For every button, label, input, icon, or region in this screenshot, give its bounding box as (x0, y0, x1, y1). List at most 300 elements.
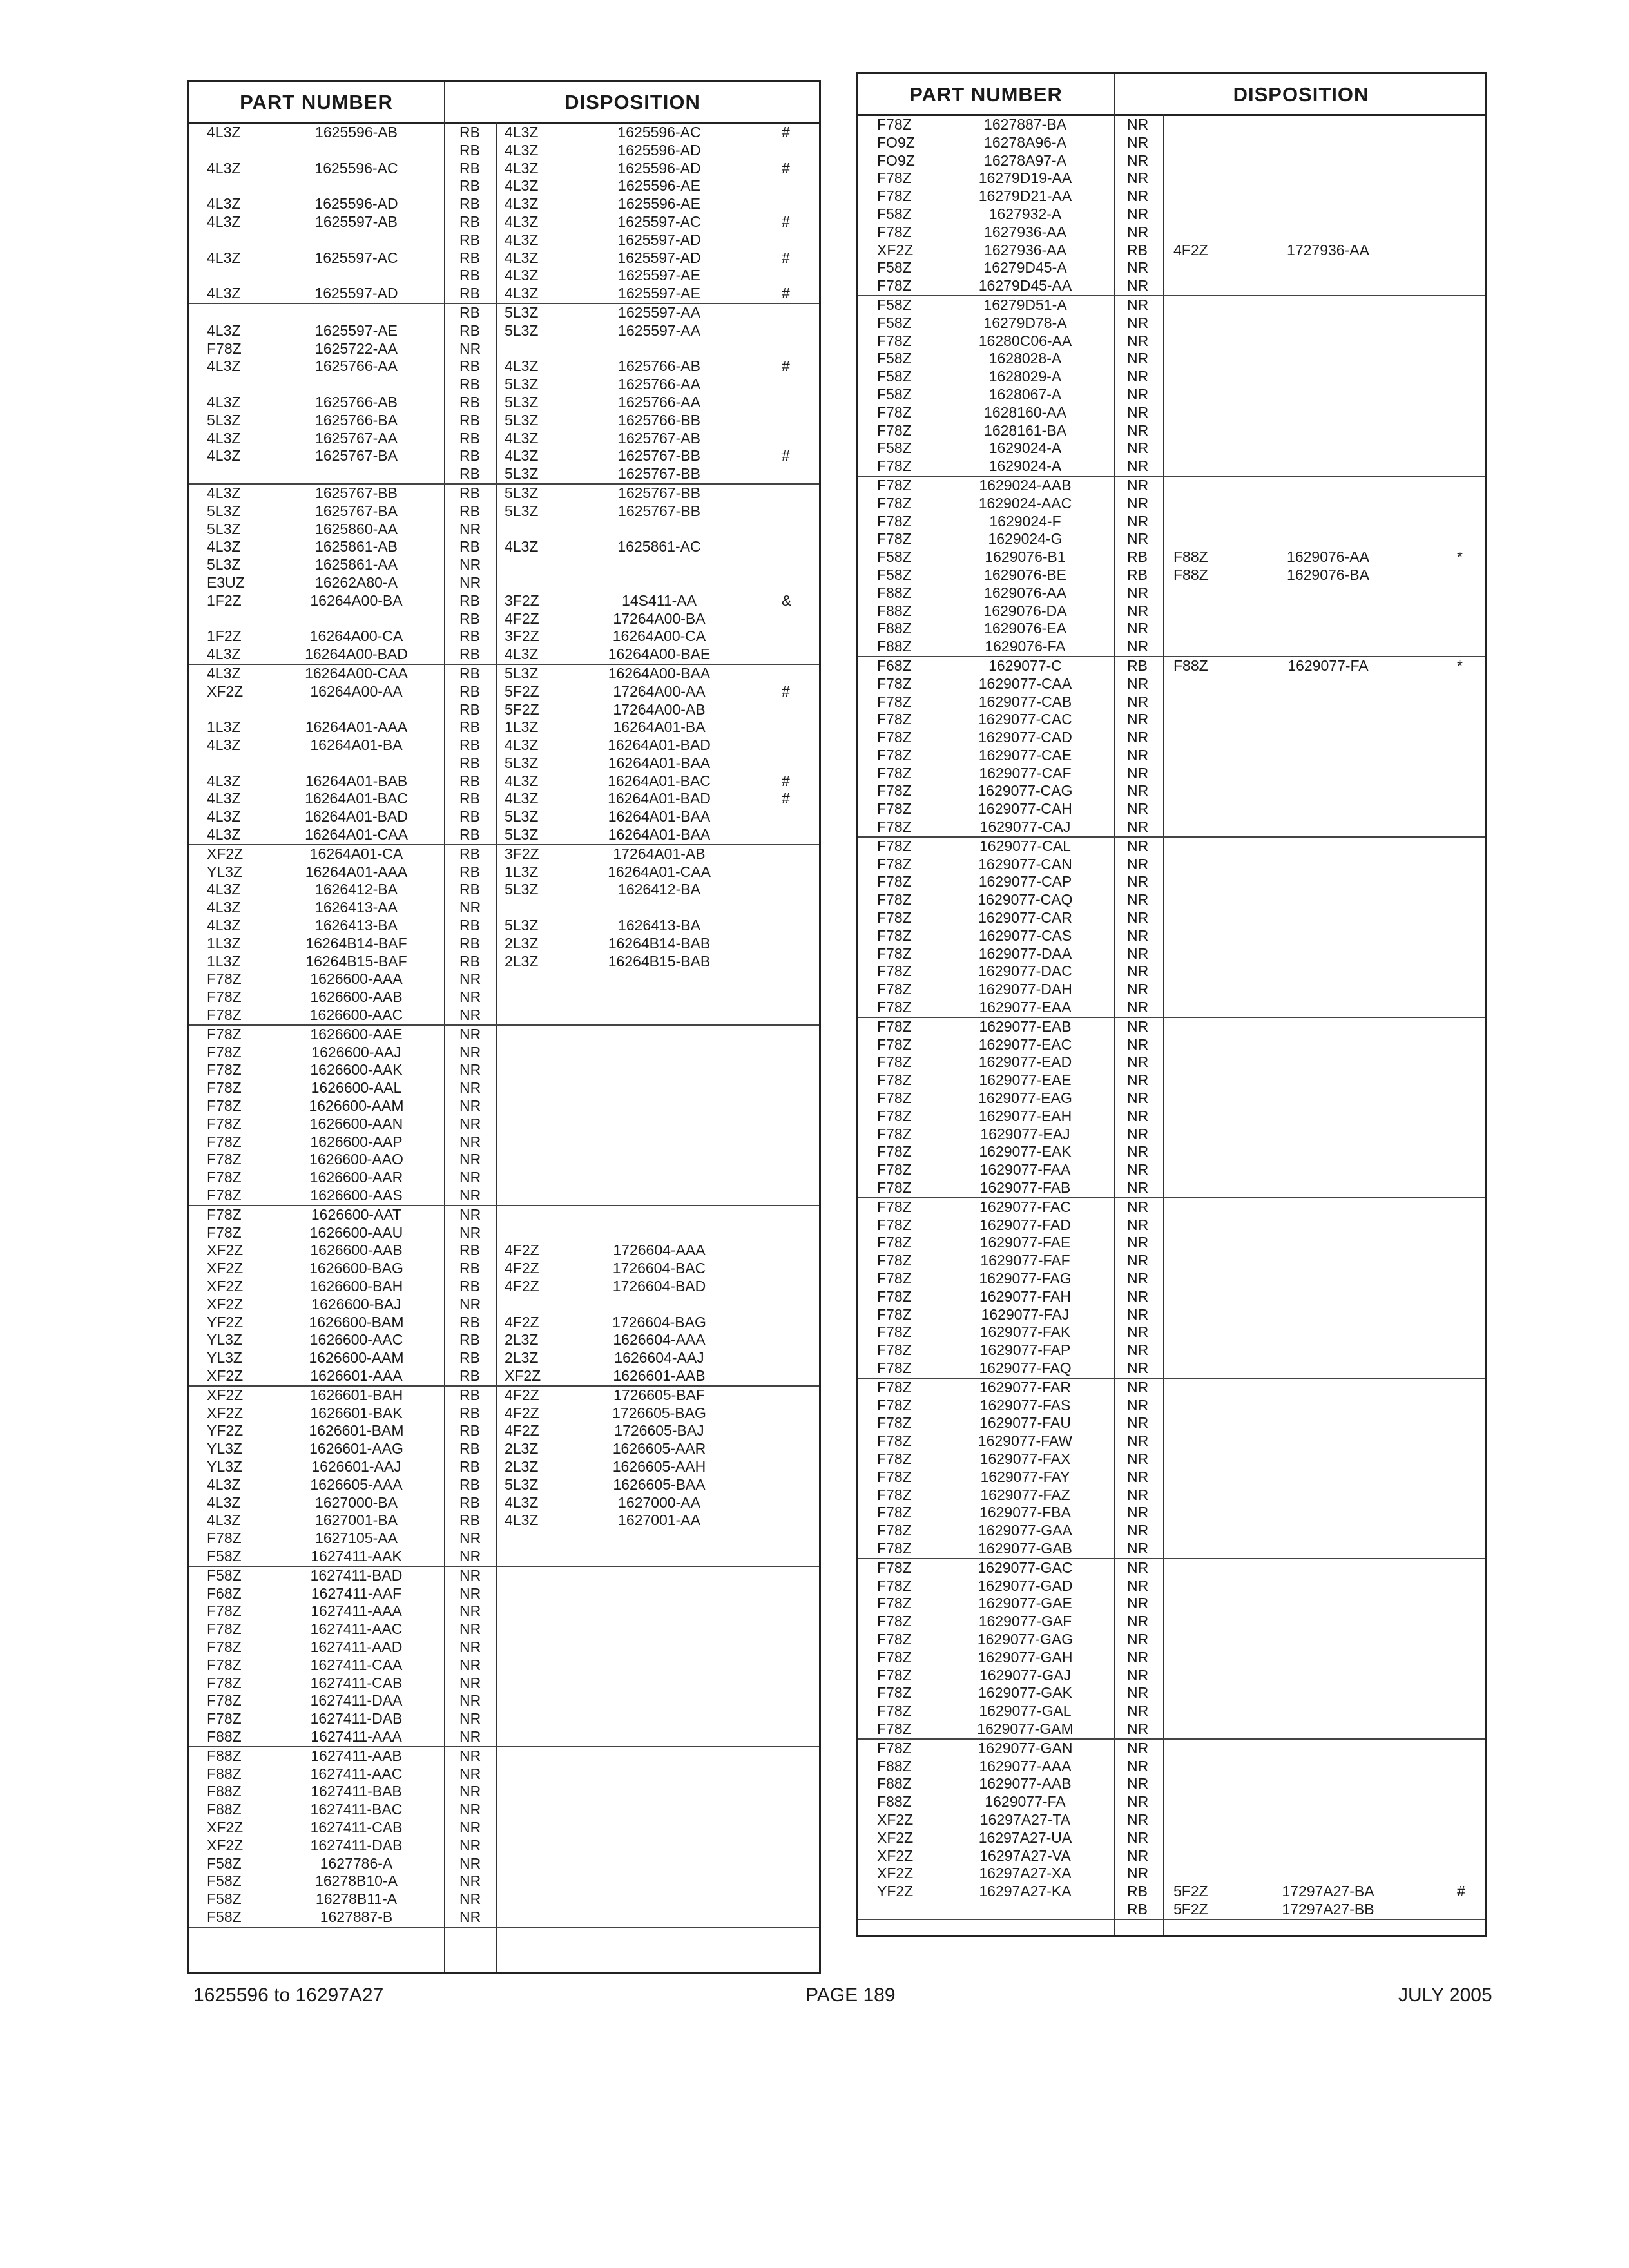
part-prefix: 4L3Z (207, 917, 241, 934)
table-row (189, 736, 819, 754)
part-number: 1629077-CAF (979, 764, 1072, 782)
disposition-code: NR (1127, 1053, 1149, 1071)
part-prefix: F78Z (877, 782, 912, 800)
part-number: 1629077-FAU (979, 1414, 1071, 1432)
part-prefix: F58Z (207, 1872, 242, 1890)
part-prefix: F78Z (877, 1522, 912, 1539)
disposition-code: NR (1127, 1630, 1149, 1648)
part-prefix: 4L3Z (207, 285, 241, 302)
part-prefix: XF2Z (877, 241, 914, 258)
table-row (189, 1044, 819, 1062)
part-number: 1627411-AAA (311, 1727, 402, 1745)
disposition-code: RB (459, 429, 480, 447)
row-group (858, 1198, 1485, 1379)
table-row (858, 1522, 1485, 1540)
table-row (858, 1234, 1485, 1252)
disposition-code: NR (1127, 1522, 1149, 1539)
disposition-code: RB (459, 502, 480, 519)
part-number: 16264A01-CA (309, 845, 403, 862)
part-number: 1629077-CAC (978, 711, 1072, 728)
replacement-number: 16264A00-CA (612, 628, 706, 645)
table-row (189, 1224, 819, 1242)
disposition-code: NR (459, 1872, 481, 1890)
part-number: 1629077-FAZ (980, 1486, 1070, 1503)
note-flag: # (1457, 1883, 1465, 1900)
replacement-prefix: 4F2Z (505, 1278, 539, 1294)
part-number: 1626600-AAM (309, 1097, 404, 1115)
table-row (858, 1684, 1485, 1702)
disposition-code: NR (1127, 296, 1149, 313)
replacement-number: 17297A27-BB (1282, 1900, 1374, 1917)
right-table (856, 72, 1487, 1937)
part-number: 1626412-BA (315, 881, 398, 898)
table-row (858, 657, 1485, 675)
part-number: 16264A01-BAB (305, 772, 408, 789)
disposition-code: RB (459, 1386, 480, 1403)
row-group (189, 845, 819, 1026)
replacement-prefix: 4L3Z (505, 249, 539, 266)
replacement-prefix: 5L3Z (505, 502, 539, 519)
part-number: 1627411-BAC (310, 1801, 403, 1818)
table-row (189, 628, 819, 646)
part-number: 16264B14-BAF (305, 934, 407, 952)
part-prefix: F78Z (877, 1720, 912, 1737)
part-prefix: 4L3Z (207, 159, 241, 177)
table-row (858, 1613, 1485, 1631)
disposition-code: NR (459, 340, 481, 357)
part-number: 1629077-FAG (979, 1270, 1072, 1287)
disposition-code: RB (459, 863, 480, 880)
row-group (858, 657, 1485, 838)
disposition-code: RB (459, 231, 480, 248)
replacement-prefix: 4L3Z (505, 1494, 539, 1511)
part-prefix: F88Z (207, 1727, 242, 1745)
table-row (189, 1061, 819, 1079)
table-row (858, 224, 1485, 242)
disposition-code: RB (459, 1242, 480, 1259)
part-prefix: 4L3Z (207, 646, 241, 663)
part-number: 1625596-AD (314, 195, 398, 213)
replacement-number: 16264A01-BAC (608, 772, 711, 789)
table-row (189, 1151, 819, 1169)
part-prefix: 1L3Z (207, 934, 241, 952)
part-number: 1627887-B (320, 1908, 393, 1925)
table-row (189, 863, 819, 881)
part-prefix: 4L3Z (207, 881, 241, 898)
part-number: 1629077-EAJ (980, 1125, 1070, 1142)
replacement-number: 1626604-AAA (613, 1331, 706, 1349)
table-row (189, 1548, 819, 1566)
table-row (189, 718, 819, 736)
table-row (189, 1260, 819, 1278)
part-prefix: F78Z (877, 891, 912, 908)
part-prefix: F78Z (877, 1648, 912, 1666)
part-prefix: E3UZ (207, 573, 245, 591)
disposition-code: NR (459, 1638, 481, 1655)
table-row (189, 917, 819, 935)
part-number: 1629077-GAN (978, 1739, 1073, 1756)
part-prefix: 4L3Z (207, 322, 241, 339)
replacement-number: 16264B15-BAB (608, 952, 711, 970)
note-flag: # (782, 124, 790, 140)
disposition-code: RB (459, 1349, 480, 1367)
part-number: 1629077-GAH (978, 1648, 1073, 1666)
part-number: 1628029-A (988, 368, 1062, 385)
table-row (189, 340, 819, 358)
part-prefix: 4L3Z (207, 213, 241, 230)
table-row (189, 1890, 819, 1908)
replacement-number: 1625767-BB (618, 447, 700, 465)
table-row (189, 1097, 819, 1115)
replacement-prefix: XF2Z (505, 1367, 541, 1384)
replacement-number: 1626601-AAB (613, 1367, 706, 1384)
disposition-code: RB (459, 447, 480, 465)
replacement-prefix: 2L3Z (505, 1457, 539, 1475)
table-row (189, 1115, 819, 1133)
table-row (189, 556, 819, 574)
part-prefix: F78Z (207, 1097, 242, 1115)
disposition-code: RB (459, 790, 480, 807)
row-group (189, 1567, 819, 1747)
part-number: 1626601-AAA (310, 1367, 403, 1384)
replacement-prefix: F88Z (1173, 548, 1208, 566)
disposition-code: NR (459, 1836, 481, 1854)
replacement-number: 16264A01-BAD (608, 736, 711, 754)
part-number: 1629077-GAL (979, 1702, 1072, 1720)
table-row (858, 981, 1485, 999)
disposition-code: NR (1127, 494, 1149, 512)
table-row (858, 457, 1485, 476)
note-flag: # (782, 358, 790, 375)
replacement-number: 1726604-BAD (612, 1278, 706, 1294)
replacement-number: 1627001-AA (618, 1512, 700, 1529)
table-row (189, 1367, 819, 1385)
part-number: 1626600-BAJ (311, 1295, 401, 1312)
disposition-code: NR (1127, 457, 1149, 475)
row-group (858, 296, 1485, 477)
disposition-code: NR (1127, 837, 1149, 854)
disposition-code: NR (1127, 1107, 1149, 1124)
disposition-code: NR (1127, 1559, 1149, 1576)
disposition-code: NR (1127, 314, 1149, 331)
part-prefix: 4L3Z (207, 538, 241, 555)
part-prefix: F78Z (877, 1359, 912, 1376)
part-number: 1627411-AAA (311, 1602, 402, 1620)
disposition-code: NR (1127, 945, 1149, 962)
part-prefix: F78Z (877, 116, 912, 133)
replacement-number: 1625596-AC (617, 124, 701, 140)
replacement-number: 1627000-AA (618, 1494, 700, 1511)
part-prefix: XF2Z (207, 1367, 244, 1384)
part-prefix: 1L3Z (207, 952, 241, 970)
part-prefix: F88Z (207, 1765, 242, 1782)
part-prefix: F78Z (877, 1035, 912, 1053)
replacement-number: 1726604-BAG (612, 1313, 706, 1331)
part-number: 1627001-BA (315, 1512, 398, 1529)
part-number: 1629076-BE (984, 566, 1066, 583)
table-row (858, 277, 1485, 295)
part-prefix: 4L3Z (207, 664, 241, 682)
disposition-code: NR (459, 1151, 481, 1168)
part-prefix: F78Z (877, 711, 912, 728)
table-row (858, 1432, 1485, 1450)
disposition-code: NR (459, 1747, 481, 1764)
replacement-number: 1726605-BAJ (614, 1422, 704, 1439)
table-row (189, 160, 819, 178)
table-row (189, 610, 819, 628)
row-group (858, 116, 1485, 296)
part-prefix: F78Z (877, 494, 912, 512)
table-row (189, 1422, 819, 1440)
disposition-code: RB (459, 538, 480, 555)
replacement-prefix: 4L3Z (505, 1512, 539, 1529)
note-flag: # (782, 447, 790, 465)
part-number: 1628028-A (988, 350, 1062, 367)
disposition-code: RB (459, 628, 480, 645)
replacement-prefix: 4F2Z (505, 610, 539, 627)
part-prefix: 4L3Z (207, 736, 241, 754)
replacement-number: 16264B14-BAB (608, 934, 711, 952)
replacement-number: 1625766-AB (618, 358, 700, 375)
part-number: 16264B15-BAF (305, 952, 407, 970)
table-row (858, 1090, 1485, 1108)
disposition-code: NR (459, 1115, 481, 1132)
part-prefix: F78Z (877, 169, 912, 187)
table-row (858, 1018, 1485, 1036)
note-flag: # (782, 772, 790, 789)
part-prefix: F78Z (877, 927, 912, 944)
table-row (189, 574, 819, 592)
replacement-number: 1625597-AE (618, 285, 700, 302)
table-row (189, 988, 819, 1006)
part-prefix: YF2Z (207, 1422, 244, 1439)
part-prefix: F58Z (207, 1908, 242, 1925)
part-number: 1626413-BA (315, 917, 398, 934)
table-row (858, 1847, 1485, 1865)
part-prefix: F68Z (877, 657, 912, 674)
replacement-prefix: 4F2Z (505, 1404, 539, 1421)
replacement-prefix: 3F2Z (505, 628, 539, 645)
disposition-code: NR (1127, 746, 1149, 764)
part-number: 1625766-AA (315, 358, 398, 375)
part-number: 1629077-FAH (979, 1287, 1071, 1305)
part-number: 1629024-F (989, 512, 1061, 530)
table-row (189, 826, 819, 844)
part-prefix: XF2Z (877, 1829, 914, 1846)
replacement-prefix: 5L3Z (505, 484, 539, 501)
table-row (858, 1486, 1485, 1504)
part-prefix: 4L3Z (207, 772, 241, 789)
part-prefix: F78Z (877, 1143, 912, 1160)
disposition-code: RB (459, 484, 480, 501)
replacement-prefix: 2L3Z (505, 1349, 539, 1367)
table-row (858, 1559, 1485, 1577)
disposition-code: NR (1127, 818, 1149, 836)
part-prefix: F78Z (207, 340, 242, 357)
part-number: 1627105-AA (315, 1530, 398, 1547)
part-number: 1629077-CAL (979, 837, 1071, 854)
replacement-number: 17264A01-AB (613, 845, 706, 862)
part-prefix: F78Z (207, 1151, 242, 1168)
part-number: 1629076-EA (984, 620, 1066, 637)
part-number: 1629077-FAF (980, 1252, 1070, 1269)
part-number: 1629077-FAA (979, 1161, 1071, 1178)
table-row (858, 729, 1485, 747)
table-row (189, 1783, 819, 1801)
part-prefix: F78Z (207, 1061, 242, 1079)
table-row (189, 231, 819, 249)
replacement-prefix: 5L3Z (505, 664, 539, 682)
disposition-code: NR (459, 520, 481, 537)
part-prefix: F78Z (877, 1702, 912, 1720)
part-number: 1629024-A (988, 457, 1062, 475)
disposition-code: RB (459, 1367, 480, 1384)
replacement-prefix: 5L3Z (505, 322, 539, 339)
table-row (858, 1198, 1485, 1216)
part-number: 1625766-AB (315, 393, 398, 410)
part-number: 1629077-GAM (977, 1720, 1074, 1737)
footer-date: JULY 2005 (1398, 1984, 1492, 2006)
part-prefix: F78Z (877, 1216, 912, 1233)
part-number: 1626600-AAE (310, 1025, 403, 1043)
part-number: 1629076-AA (984, 584, 1066, 601)
part-prefix: F78Z (877, 1577, 912, 1594)
table-row (189, 1387, 819, 1405)
table-row (189, 1765, 819, 1783)
part-prefix: 4L3Z (207, 249, 241, 266)
replacement-number: 1629077-FA (1287, 657, 1369, 674)
part-number: 1629077-GAJ (979, 1666, 1071, 1684)
part-number: 1627936-AA (984, 223, 1066, 240)
disposition-code: RB (459, 952, 480, 970)
table-row (858, 1720, 1485, 1738)
replacement-number: 1625767-BB (618, 465, 700, 483)
table-row (189, 754, 819, 773)
part-prefix: 1F2Z (207, 591, 242, 609)
disposition-code: RB (1127, 657, 1148, 674)
note-flag: # (782, 159, 790, 177)
disposition-code: NR (1127, 1595, 1149, 1612)
replacement-number: 1625767-BB (618, 484, 700, 501)
part-number: 1626600-BAH (309, 1278, 403, 1294)
table-row (189, 899, 819, 917)
note-flag: # (782, 249, 790, 266)
disposition-code: NR (1127, 385, 1149, 403)
note-flag: * (1457, 548, 1463, 566)
table-row (858, 566, 1485, 584)
disposition-code: RB (459, 646, 480, 663)
part-number: 1629077-FAR (979, 1378, 1071, 1396)
part-prefix: F58Z (877, 350, 912, 367)
table-row (189, 376, 819, 394)
disposition-code: RB (459, 322, 480, 339)
row-group (858, 1740, 1485, 1920)
part-prefix: F78Z (207, 1674, 242, 1691)
part-number: 1626601-BAK (310, 1404, 403, 1421)
part-number: 1627936-AA (984, 241, 1066, 258)
disposition-code: RB (459, 1440, 480, 1457)
replacement-number: 1626604-AAJ (614, 1349, 704, 1367)
disposition-code: RB (459, 808, 480, 825)
disposition-code: RB (459, 124, 480, 140)
disposition-code: RB (459, 1260, 480, 1277)
disposition-code: RB (459, 934, 480, 952)
replacement-prefix: 4L3Z (505, 141, 539, 159)
part-number: 1626600-AAK (310, 1061, 403, 1079)
table-row (858, 1793, 1485, 1811)
table-row (189, 124, 819, 142)
right-table-body (858, 116, 1485, 1920)
disposition-code: NR (459, 556, 481, 573)
replacement-prefix: 5F2Z (505, 682, 539, 700)
part-number: 16279D45-A (983, 259, 1067, 276)
part-number: 16279D21-AA (978, 187, 1072, 205)
part-number: 1626413-AA (315, 899, 398, 916)
table-row (189, 953, 819, 971)
disposition-code: NR (459, 1656, 481, 1673)
disposition-code: RB (459, 1313, 480, 1331)
part-prefix: F78Z (877, 1630, 912, 1648)
part-prefix: F58Z (877, 259, 912, 276)
part-number: 1625597-AD (314, 285, 398, 302)
table-row (189, 1314, 819, 1332)
disposition-code: RB (459, 465, 480, 483)
disposition-code: RB (459, 917, 480, 934)
disposition-code: NR (459, 1043, 481, 1061)
part-number: 16297A27-KA (979, 1883, 1072, 1900)
disposition-code: NR (459, 1187, 481, 1204)
part-number: 1625767-BA (315, 447, 398, 465)
part-number: 16278B11-A (315, 1890, 398, 1908)
replacement-prefix: 5L3Z (505, 917, 539, 934)
part-number: 1626600-AAT (311, 1206, 402, 1223)
part-number: 1625596-AC (314, 159, 398, 177)
table-row (189, 773, 819, 791)
part-number: 1627411-DAB (310, 1710, 403, 1727)
table-row (189, 1296, 819, 1314)
table-row (189, 1476, 819, 1494)
table-row (858, 1649, 1485, 1667)
disposition-code: RB (459, 1494, 480, 1511)
disposition-code: RB (459, 195, 480, 213)
note-flag: # (782, 213, 790, 230)
part-number: 1626600-AAC (309, 1331, 403, 1349)
disposition-code: NR (1127, 981, 1149, 998)
part-number: 1626605-AAA (310, 1475, 403, 1493)
table-row (858, 1631, 1485, 1649)
disposition-code: RB (459, 376, 480, 393)
part-prefix: F78Z (877, 1323, 912, 1341)
table-row (858, 999, 1485, 1017)
part-number: 1629077-FAX (979, 1450, 1071, 1467)
disposition-code: NR (1127, 1504, 1149, 1521)
part-number: 16264A01-BA (310, 736, 403, 754)
table-row (858, 602, 1485, 620)
replacement-number: 1625597-AD (617, 231, 701, 248)
disposition-code: NR (1127, 1739, 1149, 1756)
part-prefix: 1F2Z (207, 628, 242, 645)
part-number: 1629077-GAE (978, 1595, 1072, 1612)
part-prefix: 4L3Z (207, 195, 241, 213)
part-prefix: F78Z (877, 675, 912, 692)
part-prefix: F78Z (207, 1115, 242, 1132)
part-number: 1626600-AAU (309, 1224, 403, 1241)
part-prefix: 4L3Z (207, 1512, 241, 1529)
replacement-prefix: 4L3Z (505, 736, 539, 754)
table-row (858, 711, 1485, 729)
disposition-code: RB (459, 159, 480, 177)
part-number: 16297A27-TA (979, 1811, 1071, 1828)
